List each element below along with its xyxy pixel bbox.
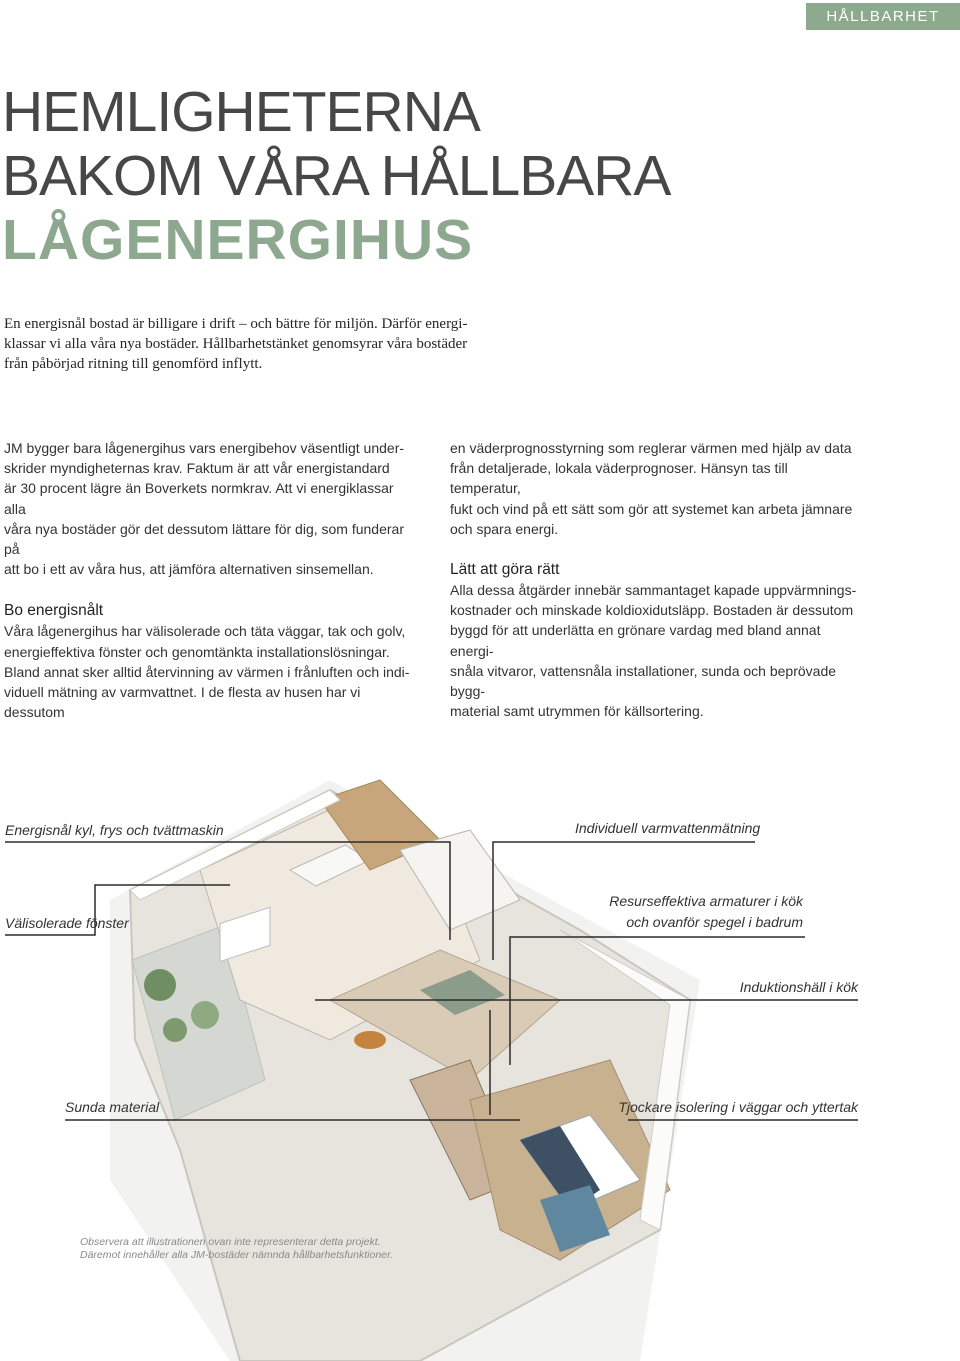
callout-insulation: Tjockare isolering i väggar och yttertak [618,1099,858,1115]
title-line-1: HEMLIGHETERNA [2,80,480,144]
text-line: material samt utrymmen för källsortering. [450,703,704,720]
spacer [4,579,416,600]
footnote-line: Observera att illustrationen ovan inte representerar detta projekt. [80,1236,381,1248]
text-line: våra nya bostäder gör det dessutom lättare för dig, som funderar på [4,520,404,558]
text-line: energieffektiva fönster och genomtänkta installationslösningar. [4,643,390,660]
text-line: Bland annat sker alltid återvinning av värmen i frånluften och indi- [4,663,410,680]
text-line: Våra lågenergihus har välisolerade och täta väggar, tak och golv, [4,623,406,640]
callout-hot-water: Individuell varmvattenmätning [575,820,761,836]
text-line: viduell mätning av varmvattnet. I de flesta av husen har vi dessutom [4,684,361,721]
text-line: från detaljerade, lokala väderprognoser. Hänsyn tas till temperatur, [450,460,788,497]
right-paragraph-2 [450,580,862,721]
title-line-3: LÅGENERGIHUS [2,208,474,272]
section-tag: HÅLLBARHET [806,3,960,30]
text-line: en väderprognosstyrning som reglerar värmen med hjälp av data [450,440,852,456]
illustration-footnote [80,1236,393,1262]
left-paragraph-2 [4,621,416,722]
text-line: byggd för att underlätta en grönare vardag med bland annat energi- [450,622,821,659]
footnote-line: Däremot innehåller alla JM-bostäder nämnda hållbarhetsfunktioner. [80,1249,394,1261]
callout-fixtures-line-2: och ovanför spegel i badrum [626,914,803,930]
spacer [450,539,862,559]
text-line: skrider myndigheternas krav. Faktum är att vår energistandard [4,460,390,477]
title-line-2: BAKOM VÅRA HÅLLBARA [2,144,671,208]
intro-paragraph [4,314,524,374]
text-line: fukt och vind på ett sätt som gör att systemet kan arbeta jämnare [450,500,853,517]
left-heading: Bo energisnålt [4,602,104,620]
text-line: kostnader och minskade koldioxidutsläpp. Bostaden är dessutom [450,602,854,619]
intro-line: En energisnål bostad är billigare i drift – och bättre för miljön. Därför energi- [4,316,468,332]
left-column [4,438,416,722]
page-title [2,80,670,272]
right-paragraph-1 [450,438,862,539]
callout-fridge: Energisnål kyl, frys och tvättmaskin [5,822,224,838]
intro-line: klassar vi alla våra nya bostäder. Hållbarhetstänket genomsyrar våra bostäder [4,336,468,352]
left-paragraph-1 [4,438,416,579]
text-line: JM bygger bara lågenergihus vars energibehov väsentligt under- [4,440,405,456]
intro-line: från påbörjad ritning till genomförd inflytt. [4,356,263,372]
callout-fixtures-line-1: Resurseffektiva armaturer i kök [609,893,803,909]
right-heading: Lätt att göra rätt [450,561,560,579]
text-line: att bo i ett av våra hus, att jämföra alternativen sinsemellan. [4,561,374,578]
callout-induction: Induktionshäll i kök [739,979,858,995]
text-line: är 30 procent lägre än Boverkets normkrav. Att vi energiklassar alla [4,480,394,517]
text-line: Alla dessa åtgärder innebär sammantaget kapade uppvärmnings- [450,582,857,599]
right-column [450,438,862,721]
text-line: och spara energi. [450,520,559,537]
text-line: snåla vitvaror, vattensnåla installationer, sunda och beprövade bygg- [450,662,837,700]
callout-windows: Välisolerade fönster [5,915,129,931]
callout-materials: Sunda material [65,1099,160,1115]
